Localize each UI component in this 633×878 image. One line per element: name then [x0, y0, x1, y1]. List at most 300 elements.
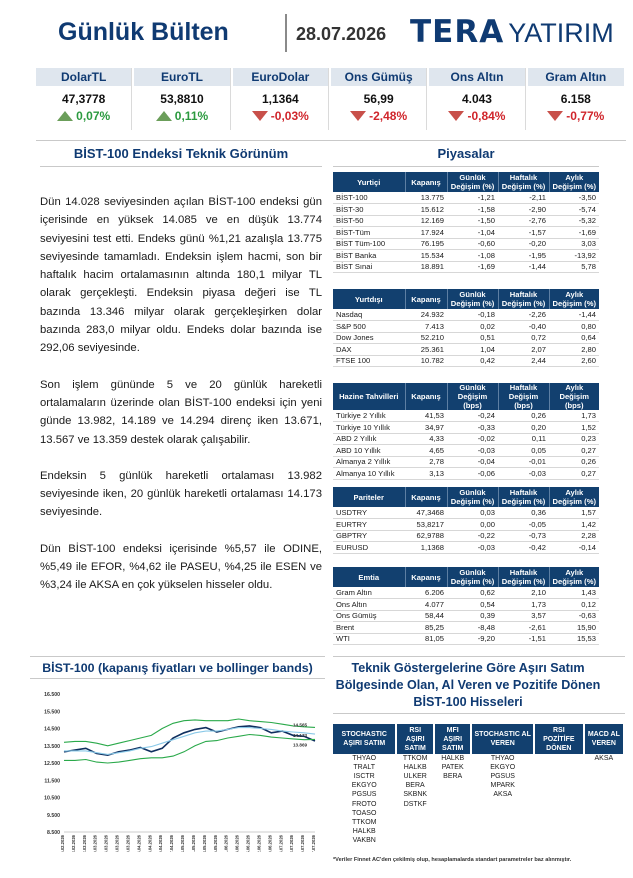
table-row: [333, 355, 599, 367]
table-cell: 0,02: [447, 321, 498, 333]
table-cell: 1,1368: [405, 542, 447, 554]
table-cell: 76.195: [405, 238, 447, 250]
divider: [30, 678, 325, 679]
y-tick-label: 14.500: [44, 726, 60, 733]
table-cell: -0,18: [447, 309, 498, 321]
ticker-value: 4.043: [461, 92, 492, 106]
table-cell: Brent: [333, 622, 405, 634]
y-tick-label: 8.500: [47, 830, 60, 836]
column-header: Günlük Değişim (%): [447, 487, 498, 507]
table-cell: 10.782: [405, 355, 447, 367]
ticker-change: [233, 109, 328, 123]
table-cell: 24.932: [405, 309, 447, 321]
table-cell: ABD 10 Yıllık: [333, 445, 405, 457]
chart-title: BİST-100 (kapanış fiyatları ve bollinger bands): [42, 661, 313, 675]
table-cell: 15.612: [405, 204, 447, 216]
ticker-value: 47,3778: [61, 92, 106, 106]
table-cell: 47,3468: [405, 507, 447, 519]
table-cell: -5,32: [549, 215, 599, 227]
x-tick-label: 02.03.2026: [81, 835, 87, 852]
column-header: Haftalık Değişim (bps): [498, 383, 549, 410]
table-cell: THYAO: [490, 755, 515, 763]
table-cell: Türkiye 2 Yıllık: [333, 410, 405, 422]
ticker-value: 56,99: [363, 92, 394, 106]
table-cell: 1,42: [549, 519, 599, 531]
table-cell: 1,04: [447, 344, 498, 356]
table-cell: 15,53: [549, 633, 599, 645]
table-row: [333, 433, 599, 445]
ticker-change: [134, 109, 229, 123]
market-table-0: [333, 172, 599, 273]
ticker-change-value: -0,77%: [566, 109, 605, 123]
table-cell: -1,04: [447, 227, 498, 239]
table-cell: 2,07: [498, 344, 549, 356]
market-table-1: [333, 289, 599, 367]
table-cell: EURTRY: [333, 519, 405, 531]
table-cell: -0,14: [549, 542, 599, 554]
table-cell: AKSA: [493, 791, 513, 799]
table-cell: [535, 809, 583, 818]
table-cell: -2,61: [498, 622, 549, 634]
x-tick-label: 13.04.2026: [147, 835, 153, 852]
table-cell: THYAO: [352, 755, 377, 763]
table-cell: HALKB: [403, 764, 427, 772]
table-cell: -1,51: [498, 633, 549, 645]
table-cell: 2,78: [405, 456, 447, 468]
table-cell: BİST Tüm-100: [333, 238, 405, 250]
table-row: [333, 261, 599, 273]
column-header: Haftalık Değişim (%): [498, 567, 549, 587]
table-cell: 0,54: [447, 599, 498, 611]
indicators-table: [331, 724, 625, 845]
table-cell: 0,39: [447, 610, 498, 622]
table-cell: PATEK: [441, 764, 464, 772]
page-header: [0, 0, 633, 62]
table-row: [333, 468, 599, 480]
table-cell: [585, 799, 623, 808]
table-row: [333, 309, 599, 321]
x-tick-label: 22.06.2026: [256, 835, 262, 852]
arrow-down-icon: [448, 111, 464, 121]
table-cell: ULKER: [403, 773, 427, 781]
x-tick-label: 20.04.2026: [158, 835, 164, 852]
table-cell: PGSUS: [351, 791, 377, 799]
table-cell: 7.413: [405, 321, 447, 333]
table-cell: -13,92: [549, 250, 599, 262]
table-cell: 0,72: [498, 332, 549, 344]
bulletin-date: 28.07.2026: [296, 24, 387, 44]
table-cell: [585, 763, 623, 772]
table-cell: -1,69: [447, 261, 498, 273]
table-row: [333, 772, 623, 781]
table-cell: 4,65: [405, 445, 447, 457]
x-tick-label: 13.07.2026: [289, 835, 295, 852]
column-header: STOCHASTIC AL VEREN: [472, 724, 532, 754]
table-cell: -2,90: [498, 204, 549, 216]
table-cell: 15.534: [405, 250, 447, 262]
x-tick-label: 04.05.2026: [180, 835, 186, 852]
x-tick-label: 16.03.2026: [103, 835, 109, 852]
table-cell: [435, 799, 471, 808]
table-cell: BERA: [443, 773, 463, 781]
divider: [30, 656, 325, 657]
x-tick-label: 27.04.2026: [169, 835, 175, 852]
table-cell: 17.924: [405, 227, 447, 239]
table-cell: 52.210: [405, 332, 447, 344]
table-cell: -8,48: [447, 622, 498, 634]
table-cell: -0,73: [498, 530, 549, 542]
table-cell: DSTKF: [403, 800, 427, 808]
table-cell: [585, 772, 623, 781]
table-cell: [472, 827, 532, 836]
column-header: Pariteler: [333, 487, 405, 507]
table-cell: -2,26: [498, 309, 549, 321]
table-cell: HALKB: [441, 755, 465, 763]
table-row: [333, 809, 623, 818]
page-title: Günlük Bülten: [58, 18, 229, 46]
column-header: Aylık Değişim (%): [549, 487, 599, 507]
table-cell: 0,00: [447, 519, 498, 531]
table-cell: [535, 799, 583, 808]
table-cell: 0,80: [549, 321, 599, 333]
table-row: [333, 321, 599, 333]
x-tick-label: 09.03.2026: [92, 835, 98, 852]
y-tick-label: 16.500: [44, 692, 60, 698]
table-cell: -0,02: [447, 433, 498, 445]
column-header: Haftalık Değişim (%): [498, 487, 549, 507]
x-tick-label: 15.06.2026: [245, 835, 251, 852]
x-tick-label: 20.07.2026: [300, 835, 306, 852]
table-cell: TTKOM: [402, 755, 428, 763]
table-cell: FTSE 100: [333, 355, 405, 367]
x-tick-label: 25.05.2026: [212, 835, 218, 852]
table-cell: -0,33: [447, 422, 498, 434]
table-cell: 2,28: [549, 530, 599, 542]
table-cell: 18.891: [405, 261, 447, 273]
table-cell: 0,27: [549, 468, 599, 480]
ticker-name: Ons Gümüş: [331, 68, 426, 86]
table-cell: 0,36: [498, 507, 549, 519]
table-cell: 2,44: [498, 355, 549, 367]
column-header: Günlük Değişim (%): [447, 567, 498, 587]
table-cell: [585, 790, 623, 799]
table-cell: 41,53: [405, 410, 447, 422]
table-cell: [435, 790, 471, 799]
table-row: [333, 790, 623, 799]
table-row: [333, 781, 623, 790]
table-cell: BİST Sınai: [333, 261, 405, 273]
ticker-1: [134, 68, 230, 130]
x-tick-label: 16.02.2026: [60, 835, 65, 852]
ticker-change: [429, 109, 524, 123]
table-cell: USDTRY: [333, 507, 405, 519]
table-cell: [535, 763, 583, 772]
table-row: [333, 542, 599, 554]
table-cell: [435, 827, 471, 836]
table-row: [333, 763, 623, 772]
table-cell: [472, 836, 532, 845]
arrow-down-icon: [547, 111, 563, 121]
table-cell: EKGYO: [351, 782, 377, 790]
ticker-2: [233, 68, 329, 130]
table-cell: S&P 500: [333, 321, 405, 333]
column-header: Kapanış: [405, 487, 447, 507]
divider: [333, 713, 625, 714]
table-cell: 0,62: [447, 587, 498, 599]
table-cell: 1,52: [549, 422, 599, 434]
table-cell: 15,90: [549, 622, 599, 634]
bollinger-chart: [30, 682, 325, 852]
column-header: RSI POZİTİFE DÖNEN: [535, 724, 583, 754]
column-header: Haftalık Değişim (%): [498, 289, 549, 309]
table-cell: -1,21: [447, 192, 498, 204]
table-cell: 58,44: [405, 610, 447, 622]
table-cell: 1,43: [549, 587, 599, 599]
table-cell: 0,23: [549, 433, 599, 445]
arrow-up-icon: [57, 111, 73, 121]
technical-view-text: [40, 193, 322, 613]
table-row: [333, 344, 599, 356]
ticker-0: [36, 68, 132, 130]
table-cell: -1,57: [498, 227, 549, 239]
table-cell: 0,26: [498, 410, 549, 422]
table-cell: 2,60: [549, 355, 599, 367]
table-row: [333, 456, 599, 468]
table-cell: [535, 781, 583, 790]
table-cell: 2,10: [498, 587, 549, 599]
table-cell: -0,20: [498, 238, 549, 250]
ticker-strip: [36, 68, 626, 130]
x-tick-label: 06.07.2026: [278, 835, 284, 852]
table-row: [333, 204, 599, 216]
table-cell: BİST-30: [333, 204, 405, 216]
arrow-down-icon: [252, 111, 268, 121]
table-cell: -1,50: [447, 215, 498, 227]
column-header: STOCHASTIC AŞIRI SATIM: [333, 724, 395, 754]
table-row: [333, 754, 623, 763]
table-cell: Dow Jones: [333, 332, 405, 344]
table-cell: 81,05: [405, 633, 447, 645]
table-cell: -5,74: [549, 204, 599, 216]
table-cell: WTI: [333, 633, 405, 645]
table-cell: 3,57: [498, 610, 549, 622]
table-cell: -0,42: [498, 542, 549, 554]
market-table-4: [333, 567, 599, 645]
x-tick-label: 30.03.2026: [125, 835, 131, 852]
ticker-value: 1,1364: [261, 92, 299, 106]
table-cell: TTKOM: [351, 818, 377, 826]
column-header: Kapanış: [405, 172, 447, 192]
arrow-down-icon: [350, 111, 366, 121]
market-table-3: [333, 487, 599, 554]
x-tick-label: 27.07.2026: [311, 835, 316, 852]
table-row: [333, 633, 599, 645]
table-cell: ABD 2 Yıllık: [333, 433, 405, 445]
ticker-change-value: -0,03%: [270, 109, 309, 123]
table-cell: -2,11: [498, 192, 549, 204]
table-cell: [397, 809, 432, 818]
ticker-value: 6.158: [560, 92, 591, 106]
arrow-up-icon: [156, 111, 172, 121]
x-tick-label: 01.06.2026: [223, 835, 229, 852]
table-cell: -1,69: [549, 227, 599, 239]
paragraph: Dün 14.028 seviyesinden açılan BİST-100 endeksi gün içerisinde en yüksek 14.085 ve en düşük 13.774 seviyesini test etti. Endeks günü %1,21 azalışla 13.775 seviyesinde tamamladı. Endeksin işlem hacmi, son bir haftalık hacim ortalamasının altında 180,1 milyar TL olarak gerçekleşti. Endeksin piyasa değeri ise TL bazında 13.346 milyar olarak gerçekleşirken dolar bazında 283,0 milyar oldu. Endeks dolar bazında ise 292,06 seviyesinde.: [40, 196, 322, 355]
column-header: Günlük Değişim (%): [447, 172, 498, 192]
table-cell: 0,27: [549, 445, 599, 457]
end-value-label: 13.869: [293, 742, 308, 748]
table-row: [333, 445, 599, 457]
column-header: Aylık Değişim (%): [549, 289, 599, 309]
table-cell: SKBNK: [403, 791, 428, 799]
y-tick-label: 13.500: [44, 743, 60, 750]
table-cell: 0,03: [447, 507, 498, 519]
table-cell: Nasdaq: [333, 309, 405, 321]
ticker-change: [331, 109, 426, 123]
table-cell: Ons Altın: [333, 599, 405, 611]
x-tick-label: 11.05.2026: [190, 835, 196, 852]
table-cell: GBPTRY: [333, 530, 405, 542]
table-cell: 0,42: [447, 355, 498, 367]
table-cell: 25.361: [405, 344, 447, 356]
table-row: [333, 227, 599, 239]
column-header: Kapanış: [405, 567, 447, 587]
paragraph: Son işlem gününde 5 ve 20 günlük hareketli ortalamaların üzerinde olan BİST-100 endeksi için yeni günde 13.982, 14.189 ve 14.294 direnç iken 13.671, 13.567 ve 13.359 destek olarak çalışabilir.: [40, 378, 322, 446]
table-cell: DAX: [333, 344, 405, 356]
logo-mark: TERA: [410, 14, 505, 50]
divider: [333, 656, 625, 657]
table-cell: BERA: [405, 782, 425, 790]
table-cell: -0,63: [549, 610, 599, 622]
table-cell: 1,73: [549, 410, 599, 422]
table-cell: [397, 836, 432, 845]
column-header: Günlük Değişim (%): [447, 289, 498, 309]
table-cell: TOASO: [352, 809, 377, 817]
divider: [40, 166, 322, 167]
table-cell: 0,11: [498, 433, 549, 445]
ticker-change: [36, 109, 131, 123]
table-row: [333, 238, 599, 250]
table-cell: PGSUS: [490, 773, 515, 781]
column-header: Aylık Değişim (%): [549, 567, 599, 587]
x-tick-label: 06.04.2026: [136, 835, 142, 852]
table-cell: Türkiye 10 Yıllık: [333, 422, 405, 434]
table-cell: [397, 827, 432, 836]
x-tick-label: 18.05.2026: [201, 835, 207, 852]
table-cell: -0,05: [498, 519, 549, 531]
column-header: RSI AŞIRI SATIM: [397, 724, 432, 754]
table-cell: [585, 809, 623, 818]
table-row: [333, 610, 599, 622]
table-cell: 53,8217: [405, 519, 447, 531]
column-header: Hazine Tahvilleri: [333, 383, 405, 410]
bollinger-chart-svg: [30, 682, 325, 852]
table-cell: 12.169: [405, 215, 447, 227]
y-tick-label: 10.500: [44, 795, 60, 802]
series-lower-band: [64, 735, 315, 764]
column-header: Haftalık Değişim (%): [498, 172, 549, 192]
table-cell: [472, 809, 532, 818]
table-row: [333, 827, 623, 836]
table-cell: MPARK: [490, 782, 515, 790]
table-cell: -1,58: [447, 204, 498, 216]
table-cell: -0,60: [447, 238, 498, 250]
table-cell: Ons Gümüş: [333, 610, 405, 622]
ticker-4: [429, 68, 525, 130]
table-cell: -0,03: [498, 468, 549, 480]
table-cell: -1,44: [498, 261, 549, 273]
column-header: MACD AL VEREN: [585, 724, 623, 754]
table-cell: BİST-Tüm: [333, 227, 405, 239]
table-row: [333, 250, 599, 262]
table-cell: [472, 818, 532, 827]
table-cell: VAKBN: [352, 836, 376, 844]
x-tick-label: 23.02.2026: [70, 835, 76, 852]
paragraph: Dün BİST-100 endeksi içerisinde %5,57 ile ODINE, %5,49 ile EFOR, %4,62 ile PASEU, %4,25 ile ESEN ve %3,24 ile AKSA en çok yükselen hisseler oldu.: [40, 542, 322, 592]
divider: [333, 166, 599, 167]
table-cell: TRALT: [353, 764, 376, 772]
table-cell: -0,03: [447, 542, 498, 554]
table-cell: BİST Banka: [333, 250, 405, 262]
table-cell: [535, 827, 583, 836]
table-cell: 3,03: [549, 238, 599, 250]
table-cell: [472, 799, 532, 808]
table-cell: -9,20: [447, 633, 498, 645]
table-row: [333, 192, 599, 204]
table-cell: -0,03: [447, 445, 498, 457]
table-row: [333, 587, 599, 599]
logo-text: YATIRIM: [508, 18, 614, 48]
table-cell: 1,73: [498, 599, 549, 611]
table-cell: 0,12: [549, 599, 599, 611]
ticker-change-value: -0,84%: [467, 109, 506, 123]
table-row: [333, 799, 623, 808]
table-cell: EURUSD: [333, 542, 405, 554]
table-cell: 6.206: [405, 587, 447, 599]
table-cell: Almanya 10 Yıllık: [333, 468, 405, 480]
table-cell: 0,51: [447, 332, 498, 344]
y-tick-label: 11.500: [44, 778, 60, 785]
ticker-name: Ons Altın: [429, 68, 524, 86]
table-cell: 0,26: [549, 456, 599, 468]
y-tick-label: 15.500: [44, 709, 60, 716]
table-row: [333, 422, 599, 434]
column-header: Aylık Değişim (%): [549, 172, 599, 192]
table-cell: 13.775: [405, 192, 447, 204]
x-tick-label: 08.06.2026: [234, 835, 240, 852]
table-cell: 0,20: [498, 422, 549, 434]
paragraph: Endeksin 5 günlük hareketli ortalaması 13.982 seviyesinde iken, 20 günlük hareketli ortalaması 14.173 seviyesinde.: [40, 469, 322, 519]
column-header: Emtia: [333, 567, 405, 587]
table-cell: 4.077: [405, 599, 447, 611]
table-cell: -0,06: [447, 468, 498, 480]
table-cell: [397, 818, 432, 827]
footnote: *Veriler Finnet AC'den çekilmiş olup, hesaplamalarda standart parametreler baz alınmıştır.: [333, 857, 572, 863]
table-cell: 85,25: [405, 622, 447, 634]
x-tick-label: 29.06.2026: [267, 835, 273, 852]
table-cell: Almanya 2 Yıllık: [333, 456, 405, 468]
table-row: [333, 507, 599, 519]
table-cell: 5,78: [549, 261, 599, 273]
table-cell: -1,44: [549, 309, 599, 321]
table-cell: 2,80: [549, 344, 599, 356]
ticker-3: [331, 68, 427, 130]
table-cell: [585, 781, 623, 790]
ticker-name: EuroDolar: [233, 68, 328, 86]
table-cell: -1,95: [498, 250, 549, 262]
indicators-title: Teknik Göstergelerine Göre Aşırı Satım Bölgesinde Olan, Al Veren ve Pozitife Dönen BİST-100 Hisseleri: [335, 661, 601, 709]
table-cell: 62,9788: [405, 530, 447, 542]
x-tick-label: 23.03.2026: [114, 835, 120, 852]
